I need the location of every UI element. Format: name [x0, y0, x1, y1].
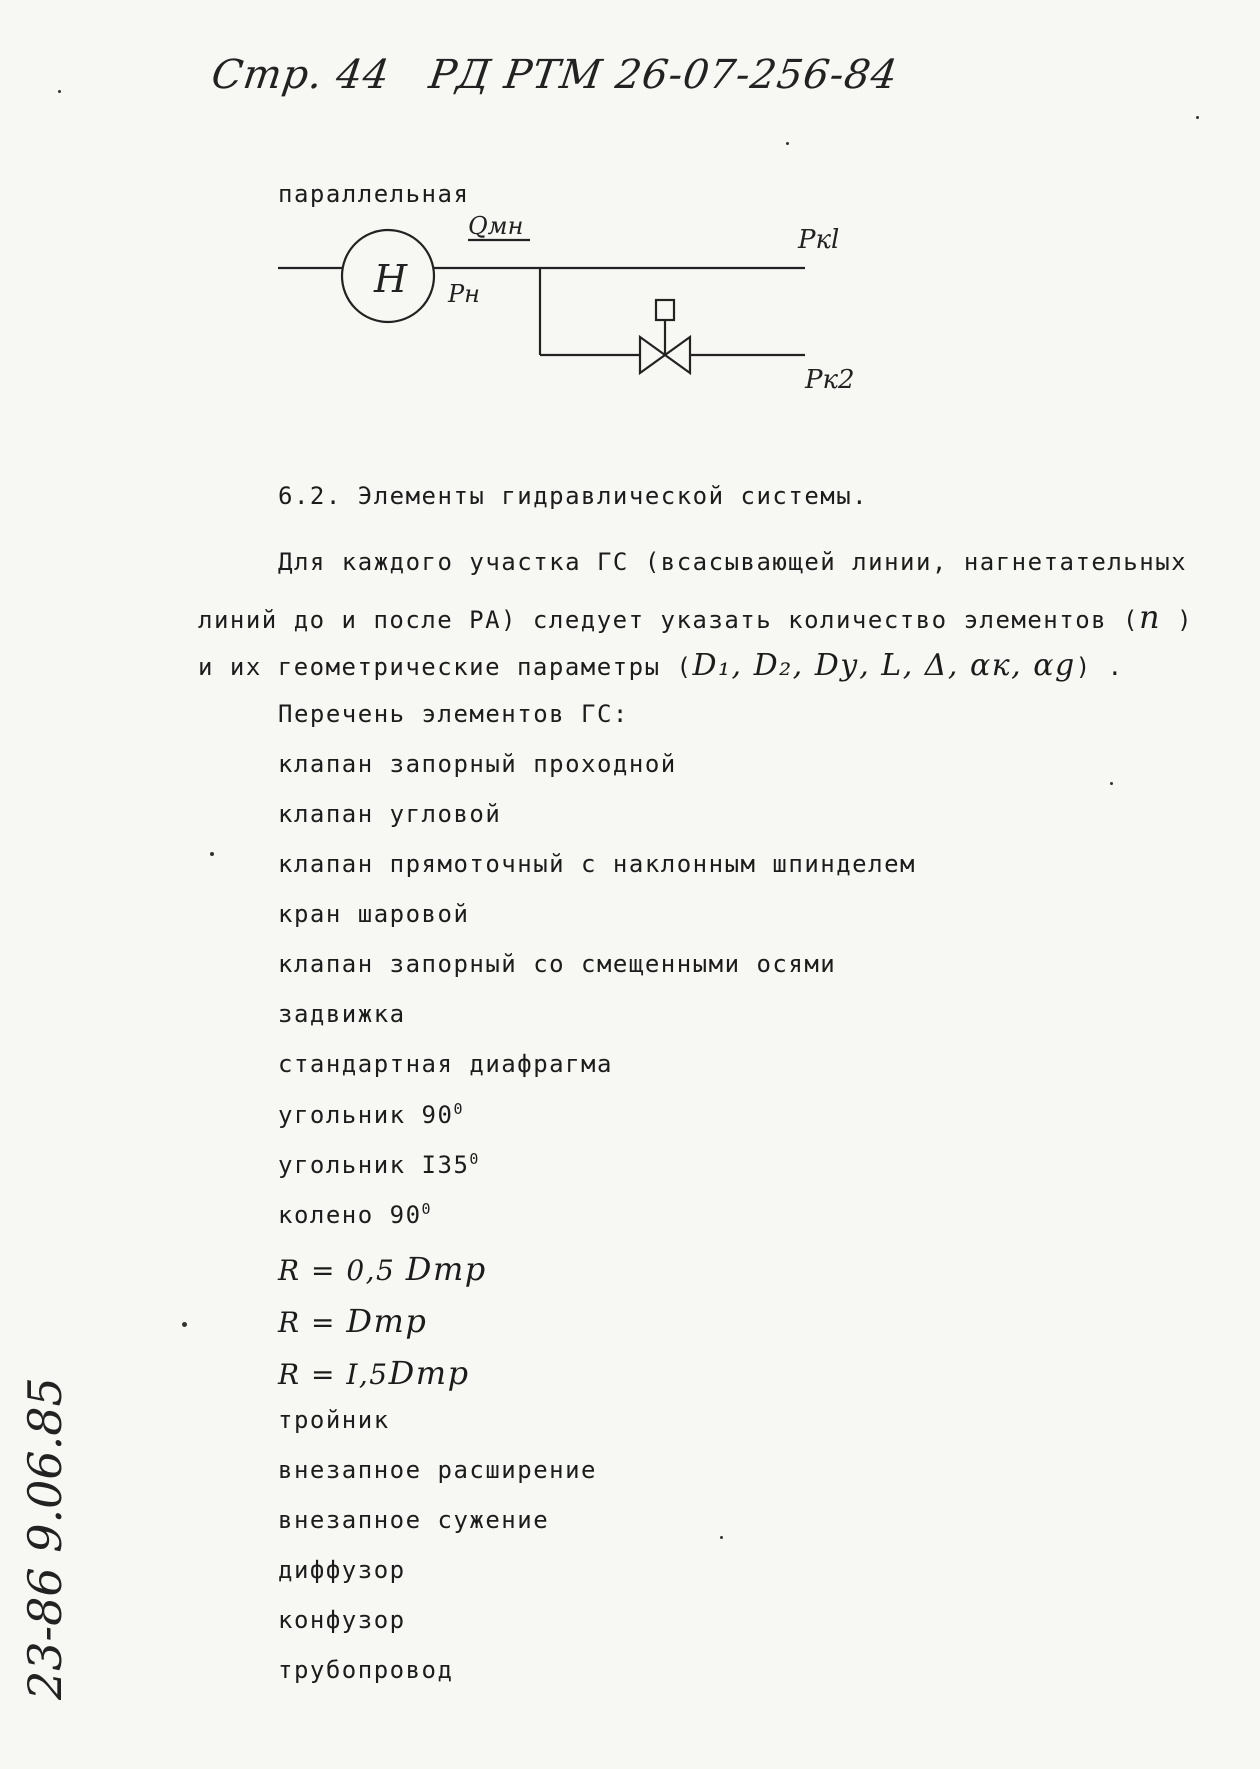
radius-formula: R = I,5 — [278, 1358, 389, 1391]
list-item-text: угольник 90 — [278, 1101, 454, 1129]
scan-speck — [1110, 782, 1113, 785]
scan-speck — [786, 142, 789, 145]
radius-item — [278, 1250, 487, 1288]
paragraph-line-2 — [198, 598, 1193, 636]
paragraph-line-2-text: линий до и после РА) следует указать количество элементов ( — [198, 606, 1140, 634]
list-item: клапан запорный со смещенными осями — [278, 950, 837, 978]
radius-item — [278, 1354, 470, 1392]
list-item: конфузор — [278, 1606, 406, 1634]
list-item: задвижка — [278, 1000, 406, 1028]
margin-note: 23-86 9.06.85 — [18, 1377, 72, 1700]
list-item — [278, 1100, 464, 1129]
scan-speck — [182, 1322, 187, 1327]
list-item-text: угольник I35 — [278, 1151, 470, 1179]
radius-item — [278, 1302, 427, 1340]
diagram-caption: параллельная — [278, 180, 470, 208]
symbol-n: n — [1139, 598, 1162, 636]
pump-label: Н — [374, 257, 408, 301]
list-item: кран шаровой — [278, 900, 470, 928]
pressure-k2-label: Рк2 — [805, 365, 855, 395]
paragraph-line-3-text: и их геометрические параметры ( — [198, 653, 693, 681]
degree-sign: 0 — [421, 1200, 433, 1218]
document-code: РД РТМ 26-07-256-84 — [426, 52, 901, 98]
list-item — [278, 1150, 480, 1179]
list-item: тройник — [278, 1406, 390, 1434]
list-item: внезапное расширение — [278, 1456, 597, 1484]
list-item: внезапное сужение — [278, 1506, 550, 1534]
list-item: клапан запорный проходной — [278, 750, 677, 778]
pump-pressure-label: Рн — [448, 280, 480, 308]
list-item: трубопровод — [278, 1656, 454, 1684]
paragraph-line-1: Для каждого участка ГС (всасывающей линии, нагнетательных — [278, 548, 1188, 576]
list-item: стандартная диафрагма — [278, 1050, 613, 1078]
radius-symbol: Dтр — [388, 1354, 470, 1392]
radius-formula: R = 0,5 — [278, 1254, 406, 1287]
paragraph-line-3-end: ) . — [1075, 653, 1124, 681]
list-item-text: колено 90 — [278, 1201, 422, 1229]
valve-actuator-icon — [656, 300, 674, 320]
paragraph-line-2-end: ) — [1161, 606, 1194, 634]
degree-sign: 0 — [453, 1100, 464, 1118]
flow-label: Qмн — [468, 212, 524, 240]
scan-speck — [210, 852, 214, 856]
radius-formula: R = — [278, 1306, 347, 1339]
pressure-k1-label: Ркl — [798, 225, 840, 255]
radius-symbol: Dтр — [346, 1302, 428, 1340]
section-title: 6.2. Элементы гидравлической системы. — [278, 482, 869, 510]
page-number: Стр. 44 — [208, 52, 393, 98]
scan-speck — [720, 1536, 723, 1539]
paragraph-line-3 — [198, 648, 1124, 683]
radius-symbol: Dтр — [405, 1250, 487, 1288]
scan-speck — [58, 90, 61, 93]
list-item: клапан угловой — [278, 800, 502, 828]
geometry-parameters: D₁, D₂, Dу, L, Δ, αк, αg — [692, 648, 1076, 683]
list-item: клапан прямоточный с наклонным шпинделем — [278, 850, 916, 878]
list-item: диффузор — [278, 1556, 406, 1584]
list-title: Перечень элементов ГС: — [278, 700, 629, 728]
scan-speck — [1196, 116, 1199, 119]
parallel-circuit-diagram — [0, 0, 1260, 420]
degree-sign: 0 — [469, 1150, 480, 1168]
list-item — [278, 1200, 432, 1229]
